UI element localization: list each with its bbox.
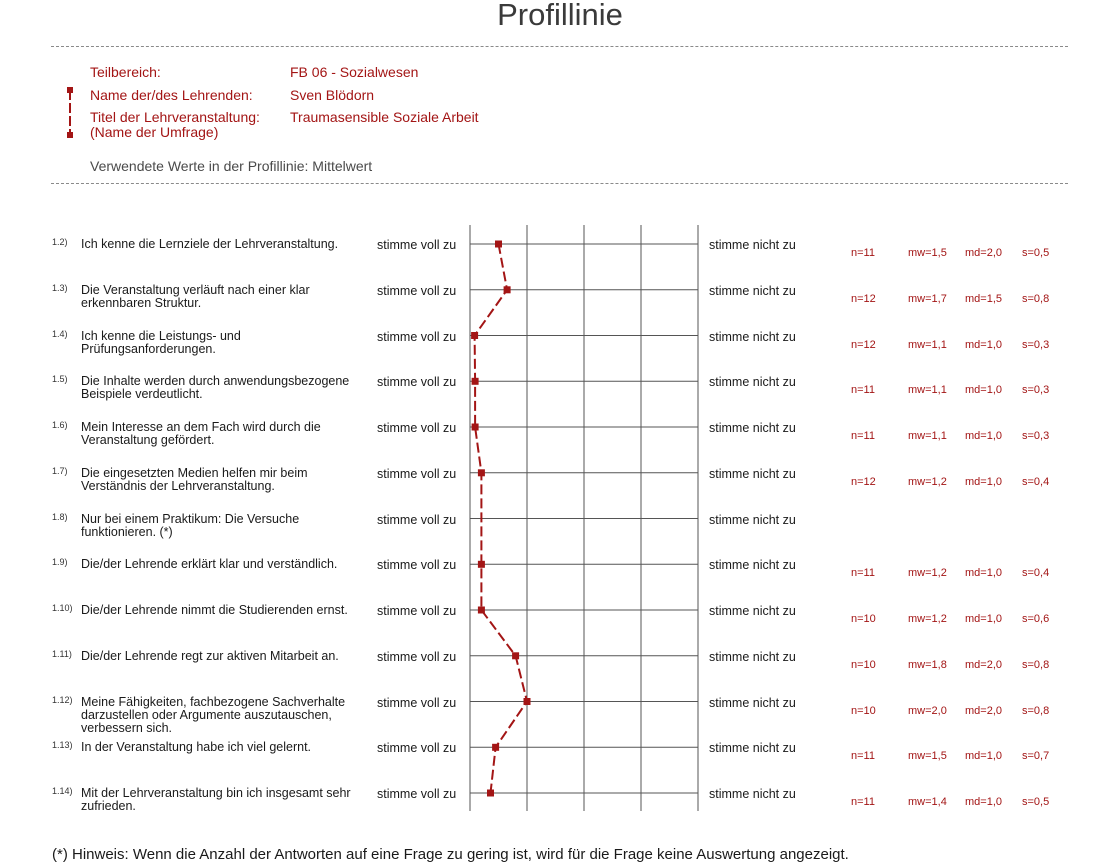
stat-s: s=0,8 — [1022, 659, 1050, 671]
item-question: Die Veranstaltung verläuft nach einer klar erkennbaren Struktur. — [81, 283, 310, 310]
stat-mw: mw=1,2 — [908, 476, 947, 488]
profile-mean-point — [487, 790, 494, 797]
stat-s: s=0,3 — [1022, 339, 1050, 351]
profile-mean-point — [512, 652, 519, 659]
stat-s: s=0,5 — [1022, 796, 1050, 808]
stat-md: md=1,0 — [965, 613, 1002, 625]
stat-md: md=1,0 — [965, 339, 1002, 351]
stat-md: md=1,0 — [965, 384, 1002, 396]
right-pole-label: stimme nicht zu — [709, 513, 796, 527]
left-pole-label: stimme voll zu — [377, 650, 457, 664]
stat-md: md=1,5 — [965, 293, 1002, 305]
stat-mw: mw=1,7 — [908, 293, 947, 305]
left-pole-label: stimme voll zu — [377, 375, 457, 389]
item-number: 1.3) — [52, 283, 68, 293]
stat-mw: mw=1,1 — [908, 339, 947, 351]
left-pole-label: stimme voll zu — [377, 330, 457, 344]
item-question: Meine Fähigkeiten, fachbezogene Sachverhalte darzustellen oder Argumente auszutauschen, verbessern sich. — [81, 695, 346, 735]
right-pole-label: stimme nicht zu — [709, 741, 796, 755]
right-pole-label: stimme nicht zu — [709, 604, 796, 618]
item-question: Nur bei einem Praktikum: Die Versuche funktionieren. (*) — [81, 512, 300, 539]
profile-mean-point — [472, 424, 479, 431]
item-question: Mit der Lehrveranstaltung bin ich insgesamt sehr zufrieden. — [81, 786, 351, 813]
item-number: 1.4) — [52, 329, 68, 339]
item-question: Mein Interesse an dem Fach wird durch die Veranstaltung gefördert. — [81, 420, 321, 447]
right-pole-label: stimme nicht zu — [709, 375, 796, 389]
stat-md: md=1,0 — [965, 796, 1002, 808]
stat-md: md=2,0 — [965, 247, 1002, 259]
item-question: Die/der Lehrende nimmt die Studierenden ernst. — [81, 603, 348, 617]
stat-mw: mw=1,2 — [908, 613, 947, 625]
item-number: 1.5) — [52, 374, 68, 384]
stat-mw: mw=1,1 — [908, 384, 947, 396]
stat-s: s=0,4 — [1022, 476, 1050, 488]
stat-mw: mw=1,2 — [908, 567, 947, 579]
stat-s: s=0,7 — [1022, 750, 1050, 762]
stat-md: md=1,0 — [965, 476, 1002, 488]
right-pole-label: stimme nicht zu — [709, 650, 796, 664]
left-pole-label: stimme voll zu — [377, 467, 457, 481]
right-pole-label: stimme nicht zu — [709, 787, 796, 801]
left-pole-label: stimme voll zu — [377, 787, 457, 801]
item-number: 1.7) — [52, 466, 68, 476]
item-number: 1.12) — [52, 695, 73, 705]
left-pole-label: stimme voll zu — [377, 421, 457, 435]
item-question: Die/der Lehrende regt zur aktiven Mitarbeit an. — [81, 649, 339, 663]
stat-n: n=10 — [851, 613, 876, 625]
stat-s: s=0,6 — [1022, 613, 1050, 625]
right-pole-label: stimme nicht zu — [709, 696, 796, 710]
page-title: Profillinie — [497, 0, 623, 32]
item-question: Ich kenne die Leistungs- und Prüfungsanforderungen. — [81, 329, 241, 356]
stat-s: s=0,4 — [1022, 567, 1050, 579]
item-question: Ich kenne die Lernziele der Lehrveranstaltung. — [81, 237, 339, 251]
left-pole-label: stimme voll zu — [377, 696, 457, 710]
stat-n: n=11 — [851, 384, 875, 396]
item-question: In der Veranstaltung habe ich viel gelernt. — [81, 740, 312, 754]
stat-n: n=10 — [851, 705, 876, 717]
item-number: 1.13) — [52, 740, 73, 750]
stat-md: md=1,0 — [965, 430, 1002, 442]
stat-mw: mw=1,4 — [908, 796, 947, 808]
item-number: 1.9) — [52, 557, 68, 567]
item-number: 1.6) — [52, 420, 68, 430]
used-values-note: Verwendete Werte in der Profillinie: Mittelwert — [90, 158, 373, 174]
left-pole-label: stimme voll zu — [377, 284, 457, 298]
stat-s: s=0,8 — [1022, 705, 1050, 717]
field-label-titel: Titel der Lehrveranstaltung: (Name der Umfrage) — [90, 109, 260, 140]
stat-mw: mw=1,8 — [908, 659, 947, 671]
field-label-lehrende: Name der/des Lehrenden: — [90, 87, 253, 103]
stat-mw: mw=2,0 — [908, 705, 947, 717]
stat-s: s=0,5 — [1022, 247, 1050, 259]
item-question: Die/der Lehrende erklärt klar und verständlich. — [81, 557, 338, 571]
stat-s: s=0,8 — [1022, 293, 1050, 305]
right-pole-label: stimme nicht zu — [709, 467, 796, 481]
stat-n: n=11 — [851, 247, 875, 259]
field-value-titel: Traumasensible Soziale Arbeit — [290, 109, 479, 125]
stat-s: s=0,3 — [1022, 430, 1050, 442]
stat-n: n=11 — [851, 430, 875, 442]
right-pole-label: stimme nicht zu — [709, 284, 796, 298]
profile-mean-point — [471, 332, 478, 339]
stat-md: md=1,0 — [965, 567, 1002, 579]
stat-md: md=1,0 — [965, 750, 1002, 762]
stat-n: n=12 — [851, 293, 876, 305]
left-pole-label: stimme voll zu — [377, 558, 457, 572]
stat-n: n=12 — [851, 339, 876, 351]
profile-mean-point — [478, 469, 485, 476]
left-pole-label: stimme voll zu — [377, 513, 457, 527]
profile-mean-point — [472, 378, 479, 385]
profile-mean-point — [524, 698, 531, 705]
field-label-teilbereich: Teilbereich: — [90, 64, 161, 80]
stat-n: n=11 — [851, 567, 875, 579]
item-question: Die Inhalte werden durch anwendungsbezogene Beispiele verdeutlicht. — [81, 374, 350, 401]
item-question: Die eingesetzten Medien helfen mir beim Verständnis der Lehrveranstaltung. — [81, 466, 308, 493]
stat-n: n=11 — [851, 750, 875, 762]
stat-n: n=12 — [851, 476, 876, 488]
stat-md: md=2,0 — [965, 705, 1002, 717]
item-number: 1.8) — [52, 512, 68, 522]
stat-mw: mw=1,1 — [908, 430, 947, 442]
footer-note: (*) Hinweis: Wenn die Anzahl der Antworten auf eine Frage zu gering ist, wird für die Frage keine Auswertung angezeigt. — [52, 846, 849, 863]
right-pole-label: stimme nicht zu — [709, 558, 796, 572]
profile-mean-point — [504, 286, 511, 293]
stat-s: s=0,3 — [1022, 384, 1050, 396]
stat-n: n=11 — [851, 796, 875, 808]
profile-mean-point — [495, 241, 502, 248]
left-pole-label: stimme voll zu — [377, 741, 457, 755]
field-value-teilbereich: FB 06 - Sozialwesen — [290, 64, 419, 80]
left-pole-label: stimme voll zu — [377, 604, 457, 618]
left-pole-label: stimme voll zu — [377, 238, 457, 252]
item-number: 1.11) — [52, 649, 72, 659]
field-value-lehrende: Sven Blödorn — [290, 87, 375, 103]
stat-md: md=2,0 — [965, 659, 1002, 671]
stat-mw: mw=1,5 — [908, 750, 947, 762]
profile-mean-point — [478, 607, 485, 614]
stat-mw: mw=1,5 — [908, 247, 947, 259]
stat-n: n=10 — [851, 659, 876, 671]
item-number: 1.14) — [52, 786, 73, 796]
profile-mean-point — [478, 561, 485, 568]
item-number: 1.10) — [52, 603, 73, 613]
item-number: 1.2) — [52, 237, 68, 247]
right-pole-label: stimme nicht zu — [709, 330, 796, 344]
right-pole-label: stimme nicht zu — [709, 238, 796, 252]
right-pole-label: stimme nicht zu — [709, 421, 796, 435]
profile-mean-point — [492, 744, 499, 751]
